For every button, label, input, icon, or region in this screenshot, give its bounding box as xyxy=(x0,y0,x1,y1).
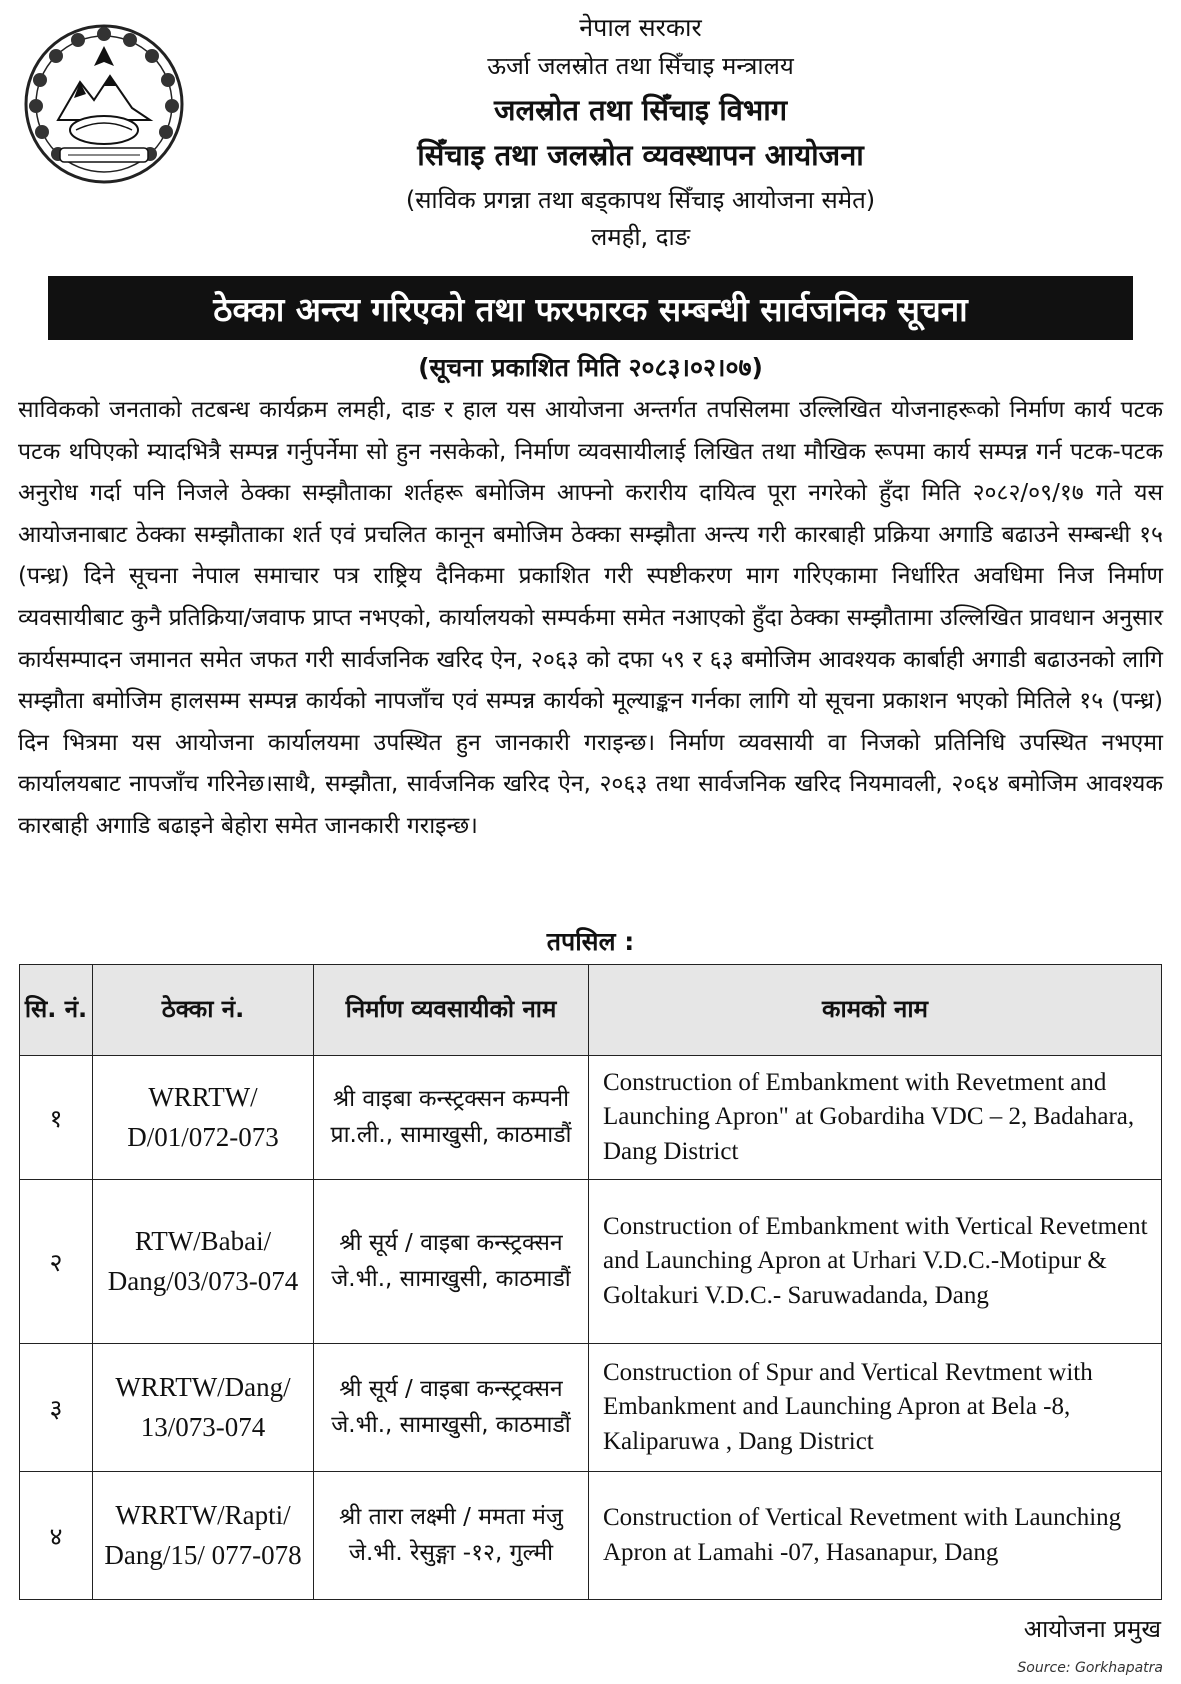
column-header-work-name: कामको नाम xyxy=(589,965,1162,1056)
row-contract-no: WRRTW/Dang/ 13/073-074 xyxy=(93,1344,314,1472)
notice-title: ठेक्का अन्त्य गरिएको तथा फरफारक सम्बन्धी सार्वजनिक सूचना xyxy=(213,289,968,329)
row-contractor: श्री सूर्य / वाइबा कन्स्ट्रक्सन जे.भी., सामाखुसी, काठमाडौं xyxy=(314,1344,589,1472)
row-contract-no: RTW/Babai/ Dang/03/073-074 xyxy=(93,1180,314,1344)
notice-body: साविकको जनताको तटबन्ध कार्यक्रम लमही, दाङ र हाल यस आयोजना अन्तर्गत तपसिलमा उल्लिखित योजनाहरूको निर्माण कार्य पटक पटक थपिएको म्यादभित्रै सम्पन्न गर्नुपर्नेमा सो हुन नसकेको, निर्माण व्यवसायीलाई लिखित तथा मौखिक रूपमा कार्य सम्पन्न गर्न पटक-पटक अनुरोध गर्दा पनि निजले ठेक्का सम्झौताका शर्तहरू बमोजिम आफ्नो करारीय दायित्व पूरा नगरेको हुँदा मिति २०८२/०९/१७ गते यस आयोजनाबाट ठेक्का सम्झौताका शर्त एवं प्रचलित कानून बमोजिम ठेक्का सम्झौता अन्त्य गरी कारबाही प्रक्रिया अगाडि बढाउने सम्बन्धी १५ (पन्ध्र) दिने सूचना नेपाल समाचार पत्र राष्ट्रिय दैनिकमा प्रकाशित गरी स्पष्टीकरण माग गरिएकामा निर्धारित अवधिमा निज निर्माण व्यवसायीबाट कुनै प्रतिक्रिया/जवाफ प्राप्त नभएको, कार्यालयको सम्पर्कमा समेत नआएको हुँदा ठेक्का सम्झौतामा उल्लिखित प्रावधान अनुसार कार्यसम्पादन जमानत समेत जफत गरी सार्वजनिक खरिद ऐन, २०६३ को दफा ५९ र ६३ बमोजिम आवश्यक कार्बाही अगाडी बढाउनको लागि सम्झौता बमोजिम हालसम्म सम्पन्न कार्यको नापजाँच एवं सम्पन्न कार्यको मूल्याङ्कन गर्नका लागि यो सूचना प्रकाशन भएको मितिले १५ (पन्ध्र) दिन भित्रमा यस आयोजना कार्यालयमा उपस्थित हुन जानकारी गराइन्छ। निर्माण व्यवसायी वा निजको प्रतिनिधि उपस्थित नभएमा कार्यालयबाट नापजाँच गरिनेछ।साथै, सम्झौता, सार्वजनिक खरिद ऐन, २०६३ तथा सार्वजनिक खरिद नियमावली, २०६४ बमोजिम आवश्यक कारबाही अगाडि बढाइने बेहोरा समेत जानकारी गराइन्छ। xyxy=(18,397,1163,839)
annex-table xyxy=(19,964,1162,1600)
published-date: (सूचना प्रकाशित मिति २०८३।०२।०७) xyxy=(418,353,763,382)
signature-project-chief: आयोजना प्रमुख xyxy=(1023,1615,1161,1643)
row-contractor: श्री तारा लक्ष्मी / ममता मंजु जे.भी. रेसुङ्गा -१२, गुल्मी xyxy=(314,1472,589,1600)
notice-header xyxy=(200,8,1081,253)
row-sn: ४ xyxy=(20,1472,93,1600)
nepal-government-emblem-icon xyxy=(20,20,188,188)
department-name: जलस्रोत तथा सिँचाइ विभाग xyxy=(493,92,788,127)
office-location: लमही, दाङ xyxy=(590,223,691,252)
notice-title-banner xyxy=(48,276,1133,340)
project-name: सिँचाइ तथा जलस्रोत व्यवस्थापन आयोजना xyxy=(417,138,864,173)
former-project-note: (साविक प्रगन्ना तथा बड्कापथ सिँचाइ आयोजना समेत) xyxy=(405,186,876,215)
table-row xyxy=(20,1056,1162,1180)
row-contract-no: WRRTW/Rapti/ Dang/15/ 077-078 xyxy=(93,1472,314,1600)
row-sn: ३ xyxy=(20,1344,93,1472)
annex-title: तपसिल : xyxy=(546,927,635,956)
government-name: नेपाल सरकार xyxy=(579,13,702,42)
row-sn: २ xyxy=(20,1180,93,1344)
column-header-sn: सि. नं. xyxy=(20,965,93,1056)
row-contractor: श्री सूर्य / वाइबा कन्स्ट्रक्सन जे.भी., सामाखुसी, काठमाडौं xyxy=(314,1180,589,1344)
column-header-contractor: निर्माण व्यवसायीको नाम xyxy=(314,965,589,1056)
row-work-name: Construction of Embankment with Vertical Revetment and Launching Apron at Urhari V.D.C.-Motipur & Goltakuri V.D.C.- Saruwadanda, Dang xyxy=(589,1180,1162,1344)
source-credit: Source: Gorkhapatra xyxy=(1017,1660,1163,1676)
row-contract-no: WRRTW/ D/01/072-073 xyxy=(93,1056,314,1180)
table-row xyxy=(20,1180,1162,1344)
annex-header-row xyxy=(20,965,1162,1056)
ministry-name: ऊर्जा जलस्रोत तथा सिँचाइ मन्त्रालय xyxy=(487,51,794,80)
table-row xyxy=(20,1472,1162,1600)
column-header-contract-no: ठेक्का नं. xyxy=(93,965,314,1056)
row-contractor: श्री वाइबा कन्स्ट्रक्सन कम्पनी प्रा.ली., सामाखुसी, काठमाडौं xyxy=(314,1056,589,1180)
row-work-name: Construction of Spur and Vertical Revtment with Embankment and Launching Apron at Bela -8, Kaliparuwa , Dang District xyxy=(589,1344,1162,1472)
row-work-name: Construction of Vertical Revetment with Launching Apron at Lamahi -07, Hasanapur, Dang xyxy=(589,1472,1162,1600)
table-row xyxy=(20,1344,1162,1472)
row-sn: १ xyxy=(20,1056,93,1180)
row-work-name: Construction of Embankment with Revetment and Launching Apron" at Gobardiha VDC – 2, Badahara, Dang District xyxy=(589,1056,1162,1180)
